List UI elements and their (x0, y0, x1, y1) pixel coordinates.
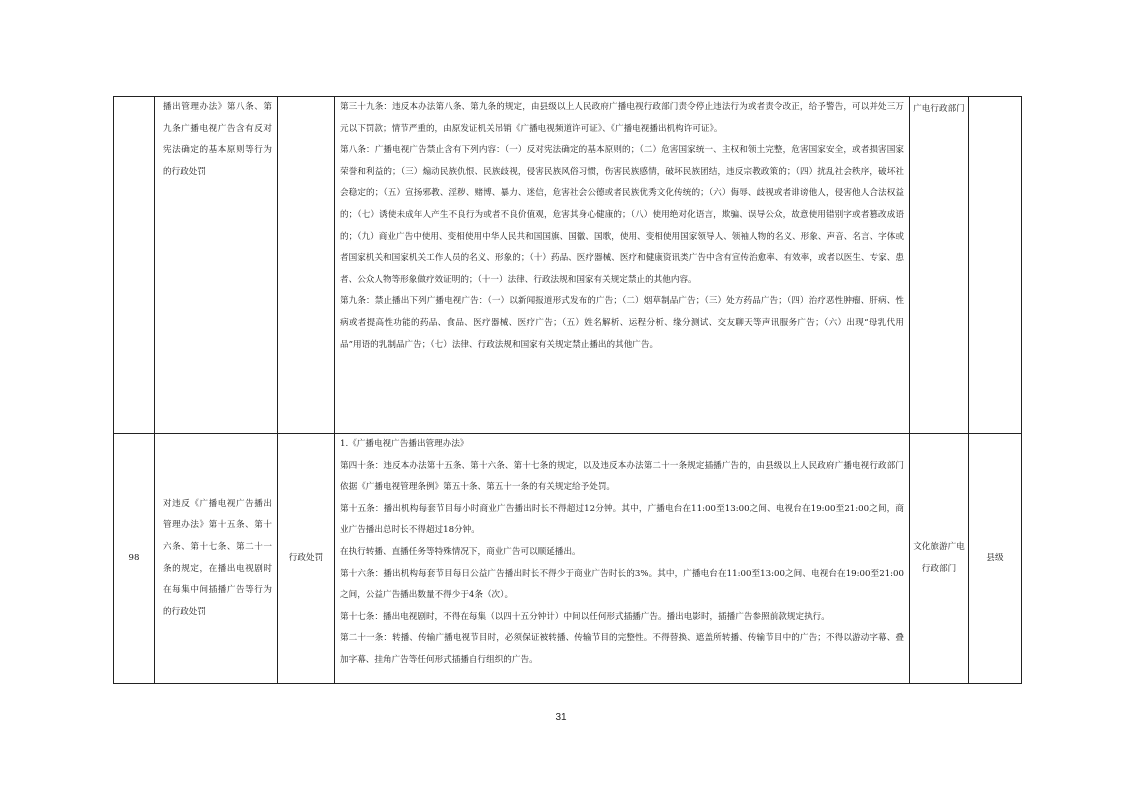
basis-paragraph: 第十七条：播出电视剧时，不得在每集（以四十五分钟计）中间以任何形式插播广告。播出电影时，插播广告参照前款规定执行。 (340, 611, 830, 622)
basis-paragraph: 第四十条：违反本办法第十五条、第十六条、第十七条的规定，以及违反本办法第二十一条规定插播广告的，由县级以上人民政府广播电视行政部门依据《广播电视管理条例》第五十条、第五十一条的有关规定给予处罚。 (340, 460, 904, 493)
basis-paragraph: 第三十九条：违反本办法第八条、第九条的规定，由县级以上人民政府广播电视行政部门责令停止违法行为或者责令改正，给予警告，可以并处三万元以下罚款；情节严重的，由原发证机关吊销《广播电视频道许可证》、《广播电视播出机构许可证》。 (340, 102, 904, 134)
table-row (114, 434, 1022, 684)
basis-paragraph: 第十五条：播出机构每套节目每小时商业广告播出时长不得超过12分钟。其中，广播电台在11:00至13:00之间、电视台在19:00至21:00之间，商业广告播出总时长不得超过18分钟。 (340, 503, 904, 536)
item-name-cell (155, 97, 278, 434)
basis-paragraph: 1.《广播电视广告播出管理办法》 (340, 439, 469, 449)
basis-paragraph: 第二十一条：转播、传输广播电视节目时，必须保证被转播、传输节目的完整性。不得替换、遮盖所转播、传输节目中的广告；不得以游动字幕、叠加字幕、挂角广告等任何形式插播自行组织的广告。 (340, 633, 904, 665)
table-row (114, 97, 1022, 434)
category-cell: 行政处罚 (278, 434, 335, 684)
basis-paragraph: 第九条：禁止播出下列广播电视广告：（一）以新闻报道形式发布的广告；（二）烟草制品广告；（三）处方药品广告；（四）治疗恶性肿瘤、肝病、性病或者提高性功能的药品、食品、医疗器械、医疗广告；（五）姓名解析、运程分析、缘分测试、交友聊天等声讯服务广告；（六）出现“母乳代用品”用语的乳制品广告；（七）法律、行政法规和国家有关规定禁止播出的其他广告。 (340, 296, 904, 350)
category-cell (278, 97, 335, 434)
item-name: 播出管理办法》第八条、第九条广播电视广告含有反对宪法确定的基本原则等行为的行政处罚 (163, 102, 272, 177)
department-cell: 文化旅游广电行政部门 (910, 434, 969, 684)
legal-basis-cell (335, 97, 910, 434)
level-cell (969, 97, 1022, 434)
item-name-cell (155, 434, 278, 684)
row-number (114, 97, 155, 434)
basis-paragraph: 第八条：广播电视广告禁止含有下列内容：（一）反对宪法确定的基本原则的；（二）危害国家统一、主权和领土完整，危害国家安全，或者损害国家荣誉和利益的；（三）煽动民族仇恨、民族歧视，侵害民族风俗习惯，伤害民族感情，破坏民族团结，违反宗教政策的；（四）扰乱社会秩序，破坏社会稳定的；（五）宣扬邪教、淫秽、赌博、暴力、迷信，危害社会公德或者民族优秀文化传统的；（六）侮辱、歧视或者诽谤他人，侵害他人合法权益的；（七）诱使未成年人产生不良行为或者不良价值观，危害其身心健康的；（八）使用绝对化语言，欺骗、误导公众，故意使用错别字或者篡改成语的；（九）商业广告中使用、变相使用中华人民共和国国旗、国徽、国歌，使用、变相使用国家领导人、领袖人物的名义、形象、声音、名言、字体或者国家机关和国家机关工作人员的名义、形象的；（十）药品、医疗器械、医疗和健康资讯类广告中含有宣传治愈率、有效率，或者以医生、专家、患者、公众人物等形象做疗效证明的；（十一）法律、行政法规和国家有关规定禁止的其他内容。 (340, 145, 904, 285)
department-cell: 广电行政部门 (910, 97, 969, 434)
basis-paragraph: 在执行转播、直播任务等特殊情况下，商业广告可以顺延播出。 (340, 546, 581, 557)
item-name: 对违反《广播电视广告播出管理办法》第十五条、第十六条、第十七条、第二十一条的规定，在播出电视剧时在每集中间插播广告等行为的行政处罚 (163, 498, 272, 617)
page-number: 31 (555, 712, 567, 723)
row-number: 98 (114, 434, 155, 684)
basis-paragraph: 第十六条：播出机构每套节目每日公益广告播出时长不得少于商业广告时长的3%。其中，广播电台在11:00至13:00之间、电视台在19:00至21:00之间，公益广告播出数量不得少于4条（次）。 (340, 568, 904, 601)
level-cell: 县级 (969, 434, 1022, 684)
penalty-table (113, 96, 1022, 684)
legal-basis-cell (335, 434, 910, 684)
